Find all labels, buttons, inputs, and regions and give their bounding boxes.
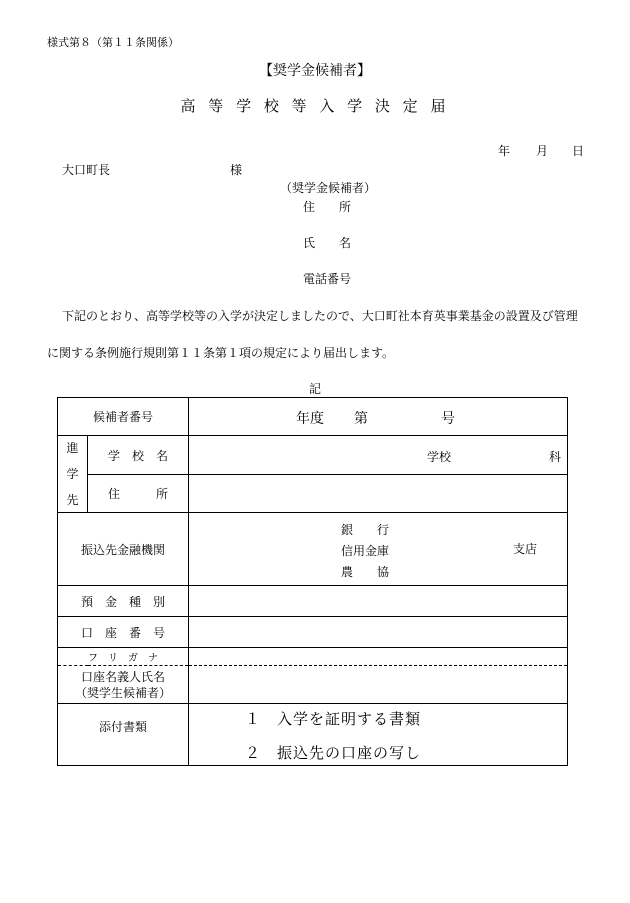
attachment-item-1: １ 入学を証明する書類 [245, 710, 422, 728]
body-text-line-2: に関する条例施行規則第１１条第１項の規定により届出します。 [47, 346, 395, 360]
row-candidate-number [58, 398, 568, 436]
date-year: 年 [498, 144, 511, 158]
attachments-label: 添付書類 [58, 704, 189, 766]
body-text-line-1: 下記のとおり、高等学校等の入学が決定しましたので、大口町社本育英事業基金の設置及び管理 [62, 309, 578, 323]
applicant-phone-label: 電話番号 [303, 272, 352, 286]
attachment-item-2: ２ 振込先の口座の写し [245, 744, 422, 762]
dai-label: 第 [354, 411, 369, 427]
candidate-number-label: 候補者番号 [58, 398, 189, 436]
deposit-type-label: 預 金 種 別 [58, 586, 189, 617]
row-furigana [58, 648, 568, 666]
bank-type-list [341, 521, 389, 580]
shingaku-char-1: 進 [66, 441, 79, 455]
bank-label: 振込先金融機関 [58, 513, 189, 586]
account-holder-label-line-2: （奨学生候補者） [75, 685, 172, 700]
addressee-honorific: 様 [230, 163, 243, 177]
deposit-type-field[interactable] [189, 586, 568, 617]
fiscal-year-label: 年度 [296, 411, 325, 427]
candidate-number-field[interactable] [189, 398, 568, 436]
account-holder-field[interactable] [189, 666, 568, 704]
bank-field[interactable] [189, 513, 568, 586]
applicant-role: （奨学金候補者） [280, 181, 377, 195]
school-address-label: 住 所 [88, 475, 189, 513]
addressee-name: 大口町長 [62, 163, 111, 177]
date-month: 月 [536, 144, 549, 158]
furigana-field[interactable] [189, 648, 568, 666]
department-suffix: 科 [549, 450, 562, 464]
school-suffix: 学校 [427, 450, 452, 464]
row-attachments [58, 704, 568, 766]
form-number: 様式第８（第１１条関係） [47, 36, 179, 49]
shingaku-char-2: 学 [66, 467, 79, 481]
school-name-field[interactable] [189, 436, 568, 475]
form-category: 【奨学金候補者】 [259, 63, 371, 79]
account-number-label: 口 座 番 号 [58, 617, 189, 648]
go-label: 号 [441, 411, 456, 427]
shingaku-cell [58, 436, 88, 513]
row-account-holder [58, 666, 568, 704]
account-holder-label-line-1: 口座名義人氏名 [81, 669, 166, 684]
page-title: 高 等 学 校 等 入 学 決 定 届 [180, 97, 450, 115]
bank-type-shinkin: 信用金庫 [341, 544, 390, 558]
school-name-label: 学 校 名 [88, 436, 189, 475]
attachments-field [189, 704, 568, 766]
applicant-address-label: 住 所 [303, 200, 352, 214]
account-holder-label [58, 666, 189, 704]
shingaku-char-3: 先 [66, 493, 79, 507]
furigana-label: フ リ ガ ナ [58, 648, 189, 666]
row-school-address [58, 475, 568, 513]
bank-type-ginko: 銀 行 [341, 523, 390, 537]
row-bank [58, 513, 568, 586]
row-school-name [58, 436, 568, 475]
form-table [57, 397, 568, 766]
row-account-number [58, 617, 568, 648]
school-address-field[interactable] [189, 475, 568, 513]
bank-type-nokyo: 農 協 [341, 565, 390, 579]
date-day: 日 [572, 144, 585, 158]
row-deposit-type [58, 586, 568, 617]
account-number-field[interactable] [189, 617, 568, 648]
ki-label: 記 [308, 382, 321, 396]
branch-suffix: 支店 [513, 542, 538, 556]
applicant-name-label: 氏 名 [303, 236, 352, 250]
